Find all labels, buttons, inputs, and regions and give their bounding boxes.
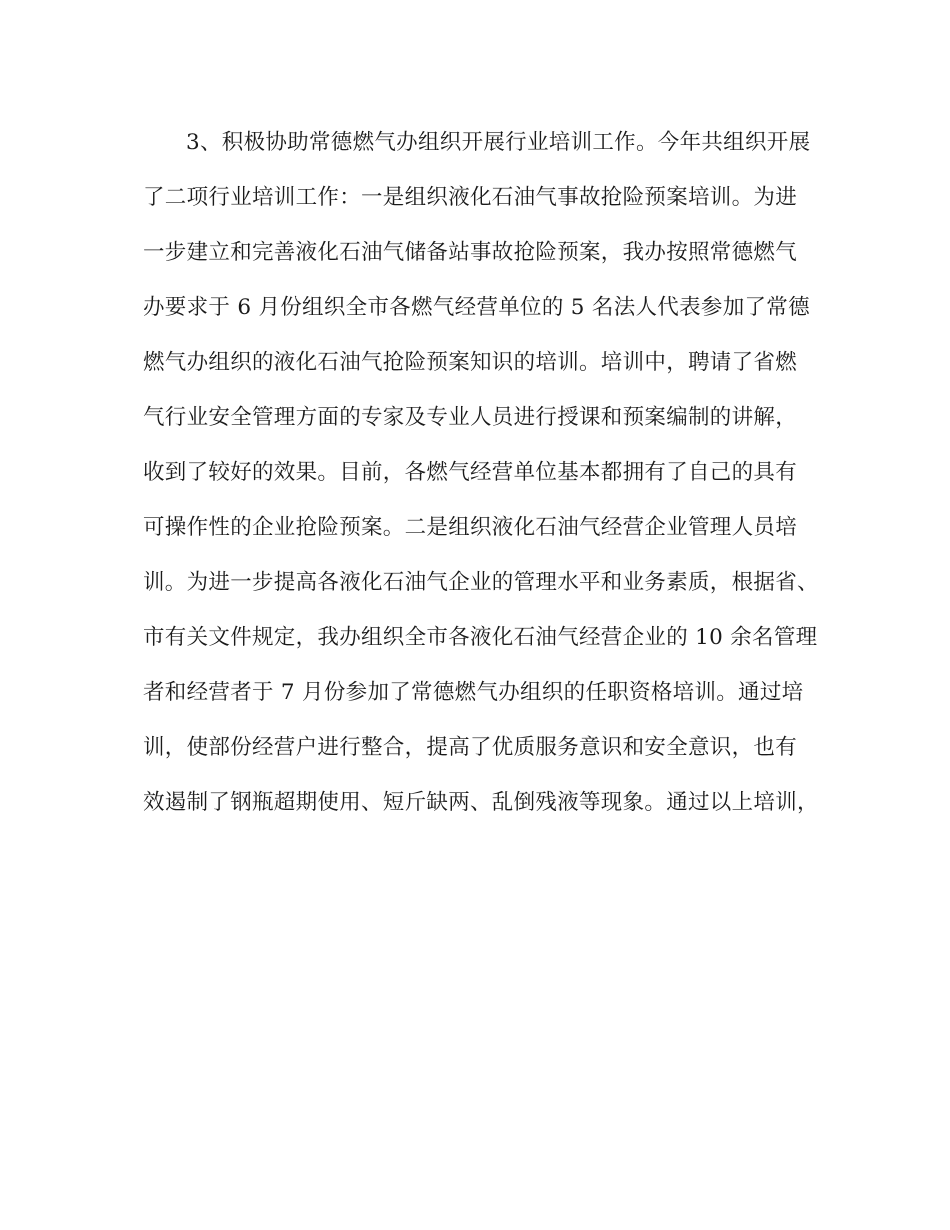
text-line-9: 训。为进一步提高各液化石油气企业的管理水平和业务素质，根据省、 — [143, 570, 819, 595]
text-line-7: 收到了较好的效果。目前，各燃气经营单位基本都拥有了自己的具有 — [143, 460, 798, 485]
text-line-5: 燃气办组织的液化石油气抢险预案知识的培训。培训中，聘请了省燃 — [143, 350, 798, 375]
text-line-12: 训，使部份经营户进行整合，提高了优质服务意识和安全意识，也有 — [143, 735, 798, 760]
text-line-3: 一步建立和完善液化石油气储备站事故抢险预案，我办按照常德燃气 — [143, 240, 798, 265]
text-line-10: 市有关文件规定，我办组织全市各液化石油气经营企业的 10 余名管理 — [143, 625, 818, 650]
text-line-8: 可操作性的企业抢险预案。二是组织液化石油气经营企业管理人员培 — [143, 515, 798, 540]
text-line-13: 效遏制了钢瓶超期使用、短斤缺两、乱倒残液等现象。通过以上培训， — [143, 790, 819, 815]
text-line-1: 3、积极协助常德燃气办组织开展行业培训工作。今年共组织开展 — [186, 130, 811, 155]
text-line-11: 者和经营者于 7 月份参加了常德燃气办组织的任职资格培训。通过培 — [143, 680, 804, 705]
text-line-6: 气行业安全管理方面的专家及专业人员进行授课和预案编制的讲解， — [143, 405, 798, 430]
text-line-4: 办要求于 6 月份组织全市各燃气经营单位的 5 名法人代表参加了常德 — [143, 295, 810, 320]
text-line-2: 了二项行业培训工作：一是组织液化石油气事故抢险预案培训。为进 — [143, 185, 798, 210]
body-paragraph — [143, 121, 819, 836]
